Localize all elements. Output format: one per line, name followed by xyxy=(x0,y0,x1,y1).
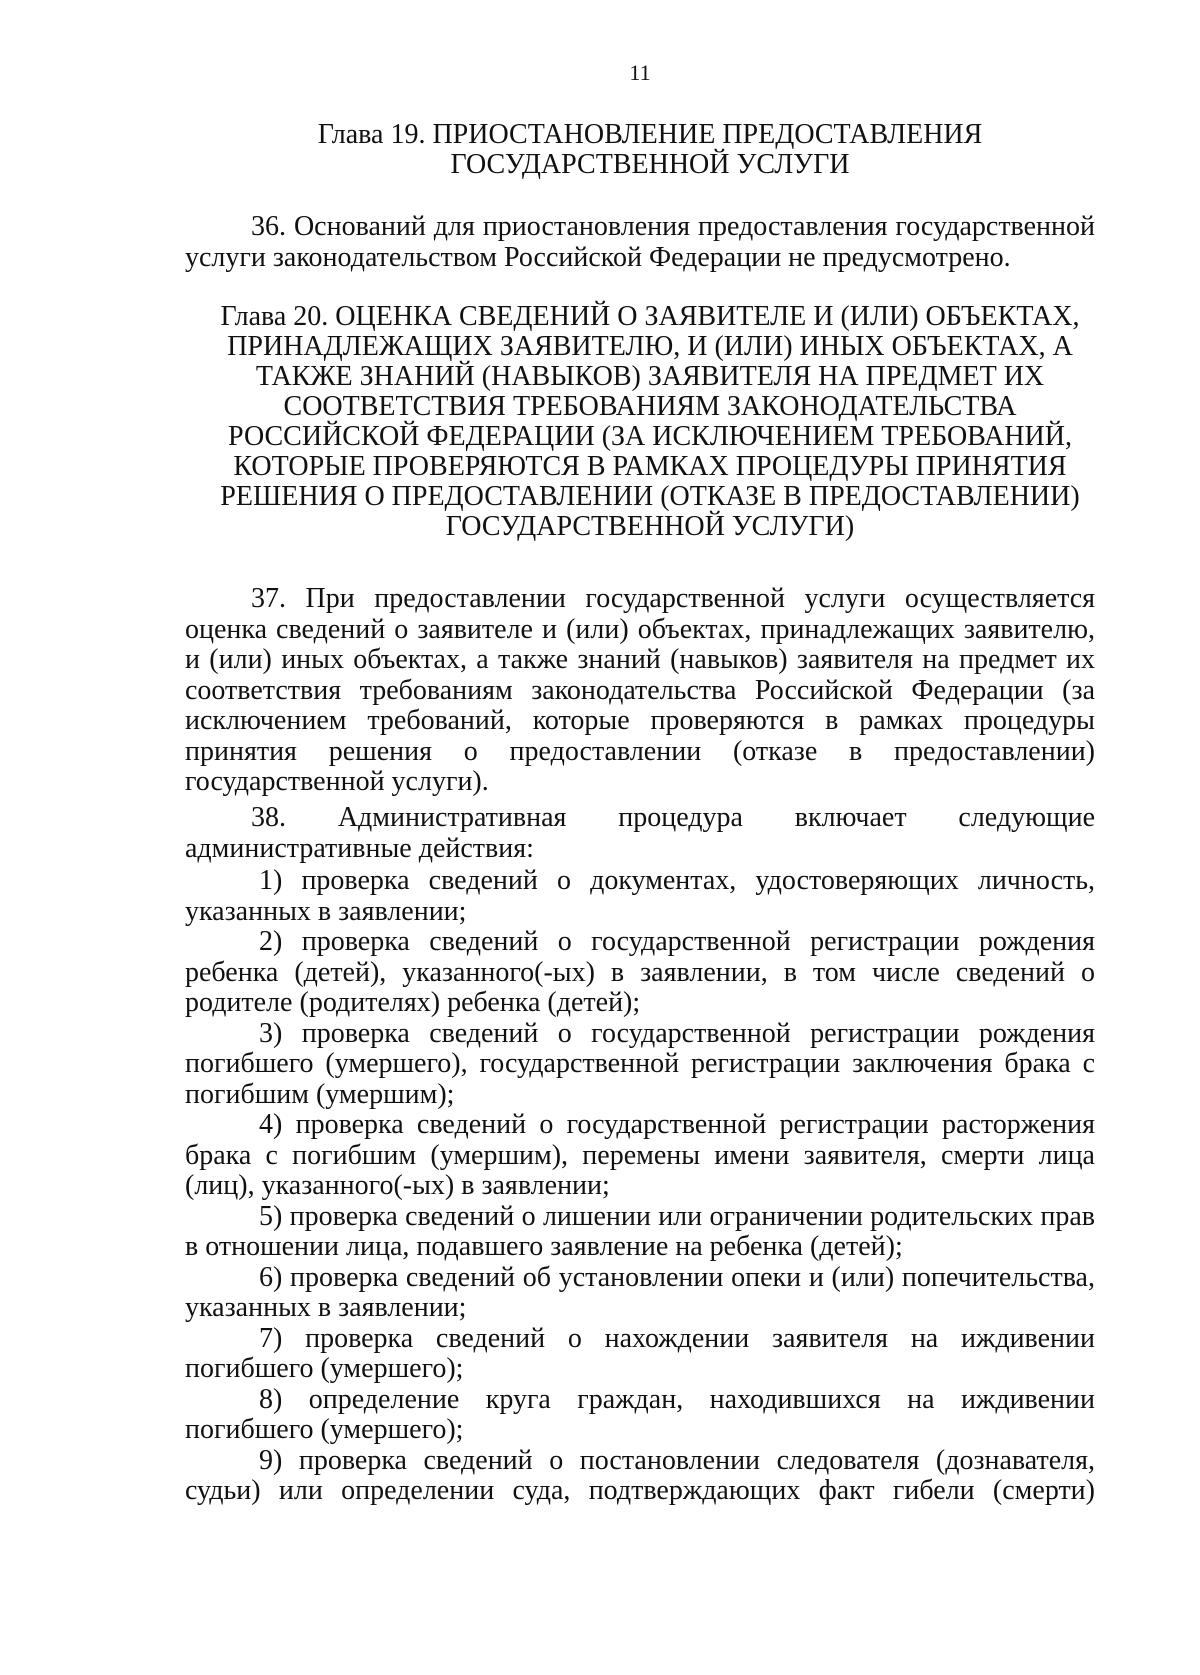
list-item: 8) определение круга граждан, находившихся на иждивении погибшего (умершего); xyxy=(185,1383,1095,1445)
list-item: 2) проверка сведений о государственной регистрации рождения ребенка (детей), указанного(-ых) в заявлении, в том числе сведений о родителе (родителях) ребенка (детей); xyxy=(185,926,1095,1018)
list-item: 4) проверка сведений о государственной регистрации расторжения брака с погибшим (умершим), перемены имени заявителя, смерти лица (лиц), указанного(-ых) в заявлении; xyxy=(185,1109,1095,1201)
list-item: 5) проверка сведений о лишении или ограничении родительских прав в отношении лица, подавшего заявление на ребенка (детей); xyxy=(185,1200,1095,1262)
list-item: 9) проверка сведений о постановлении следователя (дознавателя, судьи) или определении суда, подтверждающих факт гибели (смерти) xyxy=(185,1444,1095,1506)
paragraph-37: 37. При предоставлении государственной услуги осуществляется оценка сведений о заявителе и (или) объектах, принадлежащих заявителю, и (или) иных объектах, а также знаний (навыков) заявителя на предмет их соответствия требованиям законодательства Российской Федерации (за исключением требований, которые проверяются в рамках процедуры принятия решения о предоставлении (отказе в предоставлении) государственной услуги). xyxy=(185,583,1095,797)
list-item: 3) проверка сведений о государственной регистрации рождения погибшего (умершего), государственной регистрации заключения брака с погибшим (умершим); xyxy=(185,1017,1095,1110)
list-item: 1) проверка сведений о документах, удостоверяющих личность, указанных в заявлении; xyxy=(185,865,1095,927)
paragraph-36: 36. Оснований для приостановления предоставления государственной услуги законодательством Российской Федерации не предусмотрено. xyxy=(185,211,1095,273)
page-number: 11 xyxy=(629,60,651,85)
paragraph-38: 38. Административная процедура включает следующие административные действия: xyxy=(185,802,1095,864)
list-item: 6) проверка сведений об установлении опеки и (или) попечительства, указанных в заявлении; xyxy=(185,1261,1095,1323)
chapter-19-title: Глава 19. ПРИОСТАНОВЛЕНИЕ ПРЕДОСТАВЛЕНИЯ ГОСУДАРСТВЕННОЙ УСЛУГИ xyxy=(317,119,983,180)
chapter-20-title: Глава 20. ОЦЕНКА СВЕДЕНИЙ О ЗАЯВИТЕЛЕ И (ИЛИ) ОБЪЕКТАХ, ПРИНАДЛЕЖАЩИХ ЗАЯВИТЕЛЮ, И (ИЛИ) ИНЫХ ОБЪЕКТАХ, А ТАКЖЕ ЗНАНИЙ (НАВЫКОВ) ЗАЯВИТЕЛЯ НА ПРЕДМЕТ ИХ СООТВЕТСТВИЯ ТРЕБОВАНИЯМ ЗАКОНОДАТЕЛЬСТВА РОССИЙСКОЙ ФЕДЕРАЦИИ (ЗА ИСКЛЮЧЕНИЕМ ТРЕБОВАНИЙ, КОТОРЫЕ ПРОВЕРЯЮТСЯ В РАМКАХ ПРОЦЕДУРЫ ПРИНЯТИЯ РЕШЕНИЯ О ПРЕДОСТАВЛЕНИИ (ОТКАЗЕ В ПРЕДОСТАВЛЕНИИ) ГОСУДАРСТВЕННОЙ УСЛУГИ) xyxy=(220,301,1080,542)
administrative-actions-list xyxy=(185,866,1095,1507)
list-item: 7) проверка сведений о нахождении заявителя на иждивении погибшего (умершего); xyxy=(185,1322,1095,1384)
